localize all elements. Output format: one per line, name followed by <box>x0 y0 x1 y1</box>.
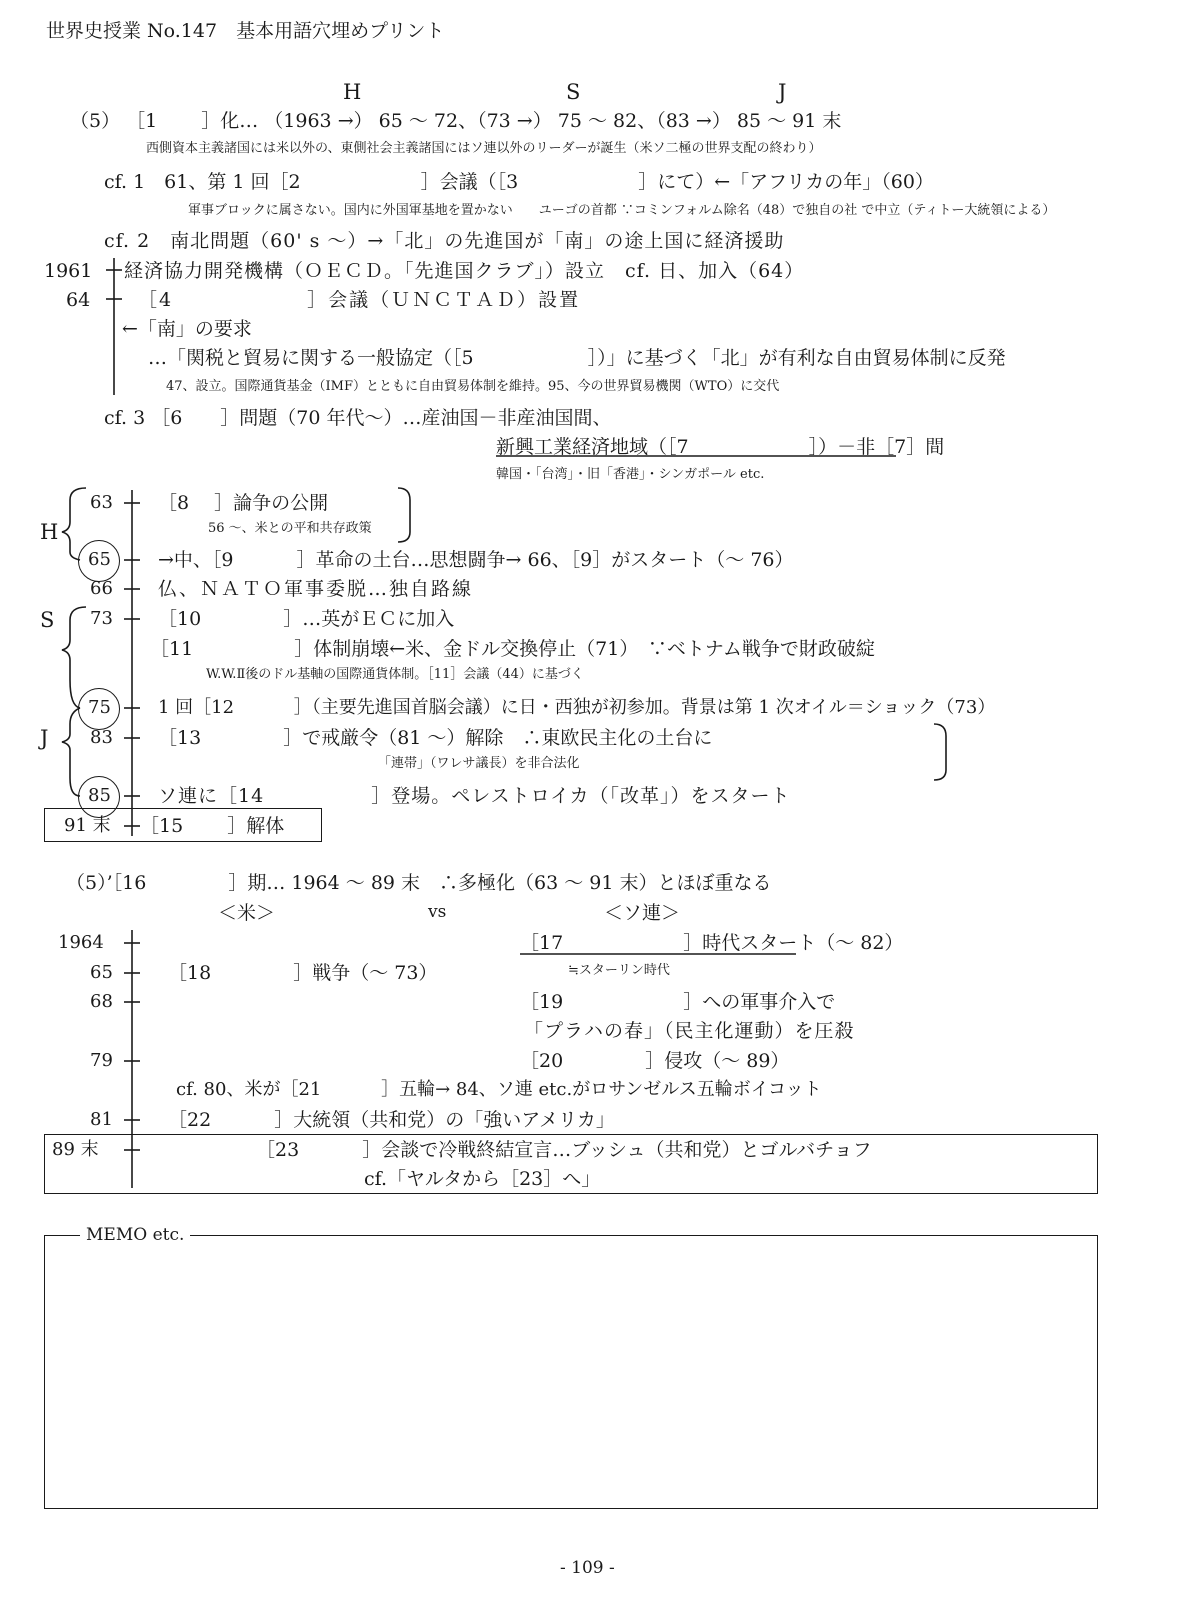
cw-note-stalin: ≒スターリン時代 <box>568 963 670 978</box>
marker-h: H <box>343 80 362 104</box>
south-demand: ←「南」の要求 <box>122 318 252 340</box>
cw-year-68: 68 <box>90 991 113 1012</box>
label-h: H <box>40 520 59 544</box>
cw-right-68: ［19 ］への軍事介入で <box>520 991 836 1013</box>
cw-year-1964: 1964 <box>58 932 104 953</box>
year-64: 64 <box>66 289 91 311</box>
section5-heading: （5） ［1 ］化… （1963 →） 65 ～ 72、（73 →） 75 ～ 82、（83 →） 85 ～ 91 末 <box>70 110 842 132</box>
tl-note-83: 「連帯」（ワレサ議長）を非合法化 <box>378 756 580 771</box>
label-us: ＜米＞ <box>218 902 276 924</box>
section5-note: 西側資本主義諸国には米以外の、東側社会主義諸国にはソ連以外のリーダーが誕生（米ソ二極の世界支配の終わり） <box>146 141 822 156</box>
oecd-line: 経済協力開発機構（ＯＥＣＤ。「先進国クラブ」）設立 cf. 日、加入（64） <box>124 260 805 282</box>
label-s: S <box>40 608 55 632</box>
section5b-heading: （5）’［16 ］期… 1964 ～ 89 末 ∴多極化（63 ～ 91 末）とほぼ重なる <box>66 872 772 894</box>
label-vs: vs <box>428 902 447 922</box>
tl-year-91: 91 末 <box>64 815 111 836</box>
marker-j: J <box>778 80 787 104</box>
cw-right-prague: 「プラハの春」（民主化運動）を圧殺 <box>524 1020 855 1042</box>
cw-year-79: 79 <box>90 1050 113 1071</box>
page-number: - 109 - <box>560 1558 615 1578</box>
nies-note: 韓国・「台湾」・旧「香港」・シンガポール etc. <box>496 467 765 482</box>
tl-row-83: ［13 ］で戒厳令（81 ～）解除 ∴東欧民主化の土台に <box>158 727 713 749</box>
tl-year-85: 85 <box>88 785 111 806</box>
cw-year-81: 81 <box>90 1109 113 1130</box>
tl-year-83: 83 <box>90 727 113 748</box>
label-j: J <box>40 726 49 750</box>
year-1961: 1961 <box>44 260 93 282</box>
tl-row-66: 仏、ＮＡＴＯ軍事委脱…独自路線 <box>158 578 474 600</box>
tl-row-73: ［10 ］…英がＥＣに加入 <box>158 608 455 630</box>
cw-year-65: 65 <box>90 962 113 983</box>
cf1-note: 軍事ブロックに属さない。国内に外国軍基地を置かない ユーゴの首都 ∵コミンフォルム除名（48）で独自の社 で中立（ティトー大統領による） <box>188 203 1056 218</box>
memo-label: MEMO etc. <box>80 1225 190 1245</box>
tl-row-91: ［15 ］解体 <box>140 815 285 837</box>
cw-right-1964: ［17 ］時代スタート（～ 82） <box>520 932 904 954</box>
page-title: 世界史授業 No.147 基本用語穴埋めプリント <box>46 20 445 42</box>
cw-left-80: cf. 80、米が［21 ］五輪→ 84、ソ連 etc.がロサンゼルス五輪ボイコット <box>176 1079 822 1100</box>
memo-box[interactable] <box>44 1235 1098 1509</box>
cf2-line: cf. 2 南北問題（60' s ～）→「北」の先進国が「南」の途上国に経済援助 <box>104 230 785 252</box>
cf3-line: cf. 3 ［6 ］問題（70 年代～）…産油国－非産油国間、 <box>104 407 612 429</box>
cw-left-81: ［22 ］大統領（共和党）の「強いアメリカ」 <box>168 1109 615 1131</box>
tl-row-63: ［8 ］論争の公開 <box>158 492 329 514</box>
label-ussr: ＜ソ連＞ <box>604 902 681 924</box>
tl-row-75: 1 回［12 ］（主要先進国首脳会議）に日・西独が初参加。背景は第 1 次オイル＝ショック（73） <box>158 697 996 718</box>
tl-year-63: 63 <box>90 492 113 513</box>
tl-note-56: 56 ～、米との平和共存政策 <box>208 521 372 536</box>
tl-year-73: 73 <box>90 608 113 629</box>
tl-row-11: ［11 ］体制崩壊←米、金ドル交換停止（71） ∵ベトナム戦争で財政破綻 <box>150 638 875 660</box>
tl-note-11: W.W.Ⅱ後のドル基軸の国際通貨体制。［11］会議（44）に基づく <box>206 667 584 682</box>
nies-line: 新興工業経済地域（［7 ］）－非［7］間 <box>496 436 945 458</box>
cw-year-89: 89 末 <box>52 1139 99 1160</box>
marker-s: S <box>566 80 581 104</box>
gatt-line: …「関税と貿易に関する一般協定（［5 ］）」に基づく「北」が有利な自由貿易体制に反発 <box>148 347 1006 369</box>
tl-year-75: 75 <box>88 697 111 718</box>
tl-row-85: ソ連に［14 ］登場。ペレストロイカ（「改革」）をスタート <box>158 785 791 807</box>
cw-right-79: ［20 ］侵攻（～ 89） <box>520 1050 790 1072</box>
cw-left-yalta: cf.「ヤルタから［23］へ」 <box>364 1168 601 1190</box>
tl-year-66: 66 <box>90 578 113 599</box>
tl-row-65: →中、［9 ］革命の土台…思想闘争→ 66、［9］がスタート（～ 76） <box>158 549 794 571</box>
cw-left-65: ［18 ］戦争（～ 73） <box>168 962 438 984</box>
unctad-line: ［4 ］会議（ＵＮＣＴＡＤ）設置 <box>138 289 581 311</box>
cf1-line: cf. 1 61、第 1 回［2 ］会議（［3 ］にて）←「アフリカの年」（60） <box>104 171 934 193</box>
gatt-note: 47、設立。国際通貨基金（IMF）とともに自由貿易体制を維持。95、今の世界貿易機関（WTO）に交代 <box>166 379 780 394</box>
tl-year-65: 65 <box>88 549 111 570</box>
cw-left-89: ［23 ］会談で冷戦終結宣言…ブッシュ（共和党）とゴルバチョフ <box>256 1139 872 1161</box>
